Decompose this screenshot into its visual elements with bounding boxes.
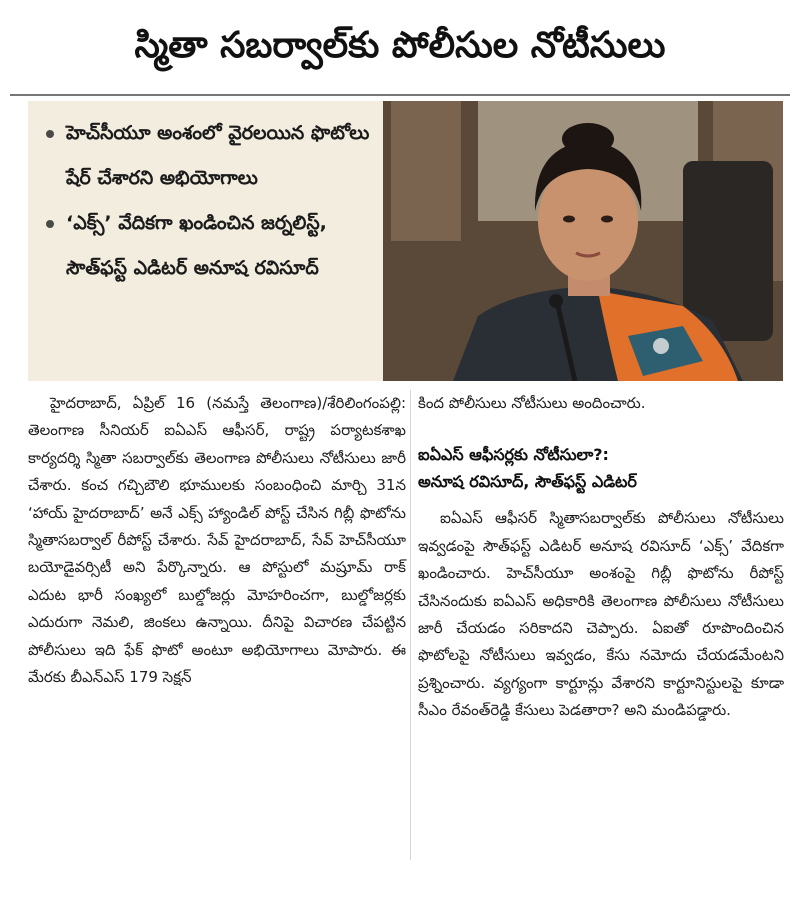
saree-motif bbox=[653, 338, 669, 354]
highlight-item bbox=[46, 111, 376, 201]
article-paragraph: ఐఏఎస్ ఆఫీసర్ స్మితాసబర్వాల్‌కు పోలీసులు నోటీసులు ఇవ్వడంపై సౌత్‌ఫస్ట్ ఎడిటర్ అనూష రవిసూద్ ‘ఎక్స్’ వేదికగా ఖండించారు. హెచ్‌సీయూ అంశంపై గిబ్లీ ఫొటోను రీపోస్ట్ చేసినందుకు ఐఏఎస్ అధికారికి తెలంగాణ పోలీసులు నోటీసులు జారీ చేయడం సరికాదని చెప్పారు. ఏఐతో రూపొందించిన ఫొటోలపై నోటీసులు ఇవ్వడం, కేసు నమోదు చేయడమేంటని ప్రశ్నించారు. వ్యగ్యంగా కార్టూన్లు వేశారని కార్టూనిస్టులపై కూడా సీఎం రేవంత్‌రెడ్డి కేసులు పెడతారా? అని మండిపడ్డారు. bbox=[418, 509, 784, 720]
headline: స్మితా సబర్వాల్‌కు పోలీసుల నోటీసులు bbox=[134, 25, 666, 66]
subheading-line: అనూష రవిసూద్, సౌత్‌ఫస్ట్ ఎడిటర్ bbox=[418, 472, 637, 492]
highlight-item bbox=[46, 201, 376, 291]
article-column-right bbox=[418, 390, 784, 725]
highlight-text: ‘ఎక్స్’ వేదికగా ఖండించిన జర్నలిస్ట్, సౌత్‌ఫస్ట్ ఎడిటర్ అనూష రవిసూద్ bbox=[66, 212, 327, 279]
article-subheading bbox=[418, 441, 784, 495]
woman-at-microphone-photo bbox=[383, 101, 783, 381]
highlight-list bbox=[46, 111, 376, 291]
left-eye bbox=[563, 216, 575, 223]
column-divider bbox=[410, 390, 411, 860]
highlight-box bbox=[28, 101, 383, 381]
right-eye bbox=[601, 216, 613, 223]
article-paragraph: హైదరాబాద్, ఏప్రిల్ 16 (నమస్తే తెలంగాణ)/శేరిలింగంపల్లి: తెలంగాణ సీనియర్ ఐఏఎస్ ఆఫీసర్, రాష్ట్ర పర్యాటకశాఖ కార్యదర్శి స్మితా సబర్వాల్‌కు తెలంగాణ పోలీసులు నోటీసులు జారీ చేశారు. కంచ గచ్చిబౌలి భూములకు సంబంధించి మార్చి 31న ‘హాయ్ హైదరాబాద్’ అనే ఎక్స్ హ్యాండిల్ పోస్ట్ చేసిన గిబ్లీ ఫొటోను స్మితాసబర్వాల్ రీపోస్ట్ చేశారు. సేవ్ హైదరాబాద్, సేవ్ హెచ్‌సీయూ బయోడైవర్సిటీ అని పేర్కొన్నారు. ఆ పోస్టులో మష్రూమ్ రాక్ ఎదుట భారీ సంఖ్యలో బుల్డోజర్లు మోహరించగా, బుల్డోజర్లకు ఎదురుగా నెమలి, జింకలు ఉన్నాయి. దీనిపై విచారణ చేపట్టిన పోలీసులు ఇది ఫేక్ ఫొటో అంటూ అభియోగాలు మోపారు. ఈ మేరకు బీఎన్ఎస్ 179 సెక్షన్ bbox=[28, 394, 406, 687]
article-continuation: కింద పోలీసులు నోటీసులు అందించారు. bbox=[418, 394, 646, 412]
headline-divider bbox=[10, 94, 790, 96]
highlight-text: హెచ్‌సీయూ అంశంలో వైరలయిన ఫొటోలు షేర్ చేశారని అభియోగాలు bbox=[66, 122, 370, 189]
article-column-left bbox=[28, 390, 406, 691]
bullet-icon bbox=[46, 220, 54, 228]
hair-bun bbox=[562, 123, 614, 155]
newspaper-clipping bbox=[10, 8, 790, 892]
subheading-line: ఐఏఎస్ ఆఫీసర్లకు నోటీసులా?: bbox=[418, 445, 609, 465]
news-photo bbox=[383, 101, 783, 381]
bullet-icon bbox=[46, 130, 54, 138]
wall-panel-left bbox=[391, 101, 461, 241]
microphone-icon bbox=[549, 294, 563, 308]
